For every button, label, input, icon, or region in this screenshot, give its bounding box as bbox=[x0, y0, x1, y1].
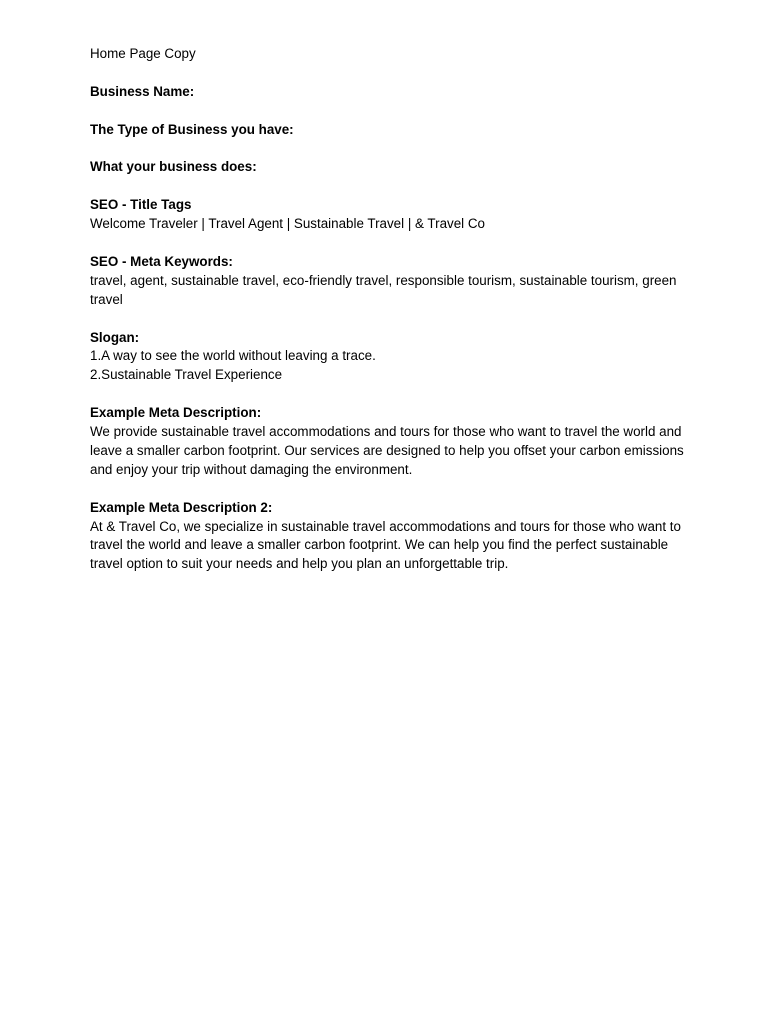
business-does-label: What your business does: bbox=[90, 159, 257, 175]
meta-description-2-section bbox=[90, 499, 690, 575]
slogan-item: 2.Sustainable Travel Experience bbox=[90, 367, 283, 383]
business-type-section bbox=[90, 121, 690, 140]
seo-keywords-label: SEO - Meta Keywords: bbox=[90, 253, 233, 269]
seo-title-label: SEO - Title Tags bbox=[90, 197, 192, 213]
business-does-section bbox=[90, 158, 690, 177]
seo-title-section bbox=[90, 196, 690, 234]
seo-title-text: Welcome Traveler | Travel Agent | Sustainable Travel | & Travel Co bbox=[90, 216, 485, 232]
document-page bbox=[90, 45, 690, 593]
slogan-label: Slogan: bbox=[90, 329, 140, 345]
business-name-section bbox=[90, 83, 690, 102]
business-type-label: The Type of Business you have: bbox=[90, 121, 294, 137]
meta-description-1-section bbox=[90, 404, 690, 480]
meta-description-1-text: We provide sustainable travel accommodations and tours for those who want to travel the world and leave a smaller carbon footprint. Our services are designed to help you offset your carbon emissions and enjoy your trip without damaging the environment. bbox=[90, 424, 684, 477]
slogan-section bbox=[90, 329, 690, 386]
meta-description-1-label: Example Meta Description: bbox=[90, 405, 262, 421]
seo-keywords-text: travel, agent, sustainable travel, eco-friendly travel, responsible tourism, sustainable tourism, green travel bbox=[90, 272, 677, 307]
document-title: Home Page Copy bbox=[90, 46, 196, 61]
meta-description-2-label: Example Meta Description 2: bbox=[90, 499, 273, 515]
slogan-item: 1.A way to see the world without leaving a trace. bbox=[90, 348, 376, 364]
business-name-label: Business Name: bbox=[90, 83, 195, 99]
meta-description-2-text: At & Travel Co, we specialize in sustainable travel accommodations and tours for those who want to travel the world and leave a smaller carbon footprint. We can help you find the perfect sustainable travel option to suit your needs and help you plan an unforgettable trip. bbox=[90, 518, 681, 572]
seo-keywords-section bbox=[90, 253, 690, 310]
